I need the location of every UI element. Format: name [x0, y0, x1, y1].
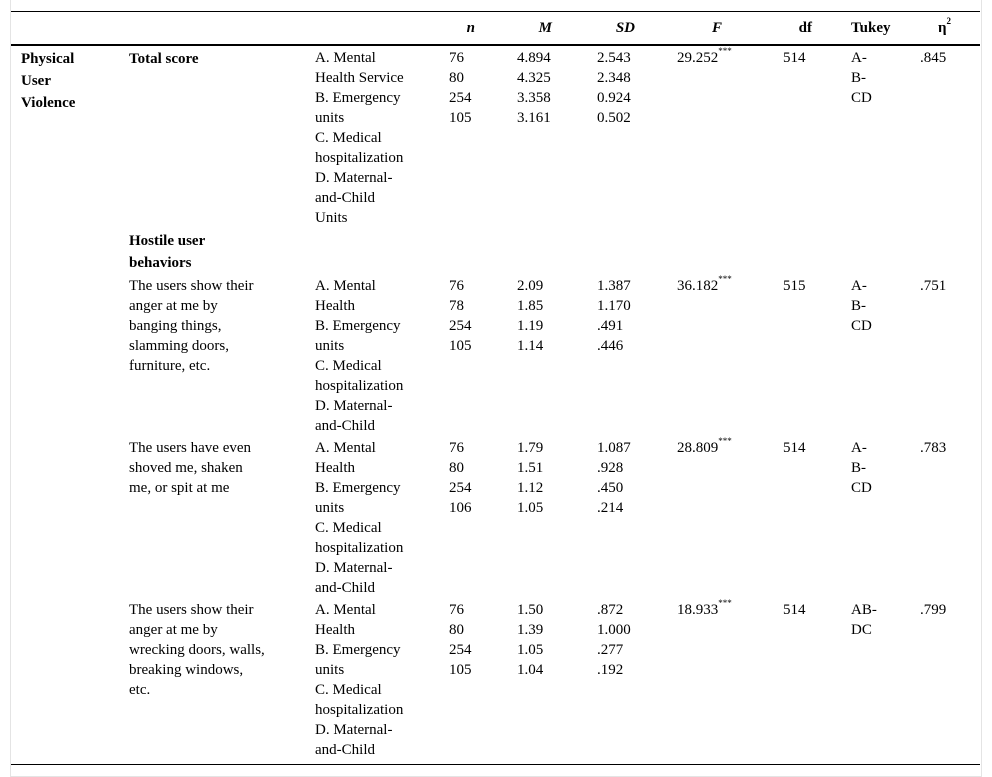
- row-sd: 1.387 1.170 .491 .446: [597, 278, 631, 354]
- row-groups: A. Mental Health B. Emergency units C. Medical hospitalization D. Maternal- and-Child: [315, 440, 404, 596]
- row-mean: 2.09 1.85 1.19 1.14: [517, 278, 544, 354]
- section-label: Physical User Violence: [21, 51, 76, 111]
- significance-marker: ***: [718, 274, 732, 284]
- header-bottom-rule: [11, 44, 980, 46]
- row-groups: A. Mental Health B. Emergency units C. Medical hospitalization D. Maternal- and-Child: [315, 278, 404, 434]
- header-mean: M: [538, 20, 552, 36]
- row-f: [677, 438, 732, 458]
- subheader-hostile-behaviors: Hostile user behaviors: [129, 233, 206, 271]
- row-n: 76 80 254 105: [449, 50, 472, 126]
- row-mean: 1.50 1.39 1.05 1.04: [517, 602, 544, 678]
- row-sd: 1.087 .928 .450 .214: [597, 440, 631, 516]
- row-tukey: A- B- CD: [851, 440, 872, 496]
- f-value: 18.933: [677, 602, 719, 618]
- row-df: 515: [783, 278, 806, 294]
- row-n: 76 80 254 106: [449, 440, 472, 516]
- eta-superscript: 2: [946, 16, 951, 26]
- significance-marker: ***: [718, 46, 732, 56]
- row-sd: .872 1.000 .277 .192: [597, 602, 631, 678]
- significance-marker: ***: [718, 436, 732, 446]
- row-item-label: The users have even shoved me, shaken me, or spit at me: [129, 440, 252, 496]
- row-n: 76 80 254 105: [449, 602, 472, 678]
- f-value: 29.252: [677, 50, 719, 66]
- row-eta: .783: [920, 440, 947, 456]
- header-n: n: [466, 20, 475, 36]
- row-n: 76 78 254 105: [449, 278, 472, 354]
- row-eta: .751: [920, 278, 947, 294]
- table-bottom-rule: [11, 764, 980, 765]
- row-item-label: The users show their anger at me by wrecking doors, walls, breaking windows, etc.: [129, 602, 265, 698]
- row-df: 514: [783, 440, 806, 456]
- table-top-rule: [11, 11, 980, 12]
- row-f: [677, 276, 732, 296]
- row-groups: A. Mental Health Service B. Emergency units C. Medical hospitalization D. Maternal- and-Child Units: [315, 50, 404, 226]
- row-tukey: A- B- CD: [851, 278, 872, 334]
- header-sd: SD: [615, 20, 635, 36]
- row-item-label: Total score: [129, 51, 199, 67]
- eta-symbol: η: [937, 20, 947, 36]
- header-f: F: [711, 20, 722, 36]
- row-groups: A. Mental Health B. Emergency units C. Medical hospitalization D. Maternal- and-Child: [315, 602, 404, 758]
- row-item-label: The users show their anger at me by banging things, slamming doors, furniture, etc.: [129, 278, 254, 374]
- header-eta-squared: [915, 18, 951, 38]
- row-df: 514: [783, 602, 806, 618]
- row-tukey: A- B- CD: [851, 50, 872, 106]
- f-value: 36.182: [677, 278, 719, 294]
- significance-marker: ***: [718, 598, 732, 608]
- row-sd: 2.543 2.348 0.924 0.502: [597, 50, 631, 126]
- row-df: 514: [783, 50, 806, 66]
- row-eta: .799: [920, 602, 947, 618]
- header-df: df: [798, 20, 812, 36]
- row-f: [677, 600, 732, 620]
- row-mean: 1.79 1.51 1.12 1.05: [517, 440, 544, 516]
- header-tukey: Tukey: [851, 20, 891, 36]
- row-mean: 4.894 4.325 3.358 3.161: [517, 50, 551, 126]
- f-value: 28.809: [677, 440, 719, 456]
- row-f: [677, 48, 732, 68]
- row-eta: .845: [920, 50, 947, 66]
- row-tukey: AB- DC: [851, 602, 877, 638]
